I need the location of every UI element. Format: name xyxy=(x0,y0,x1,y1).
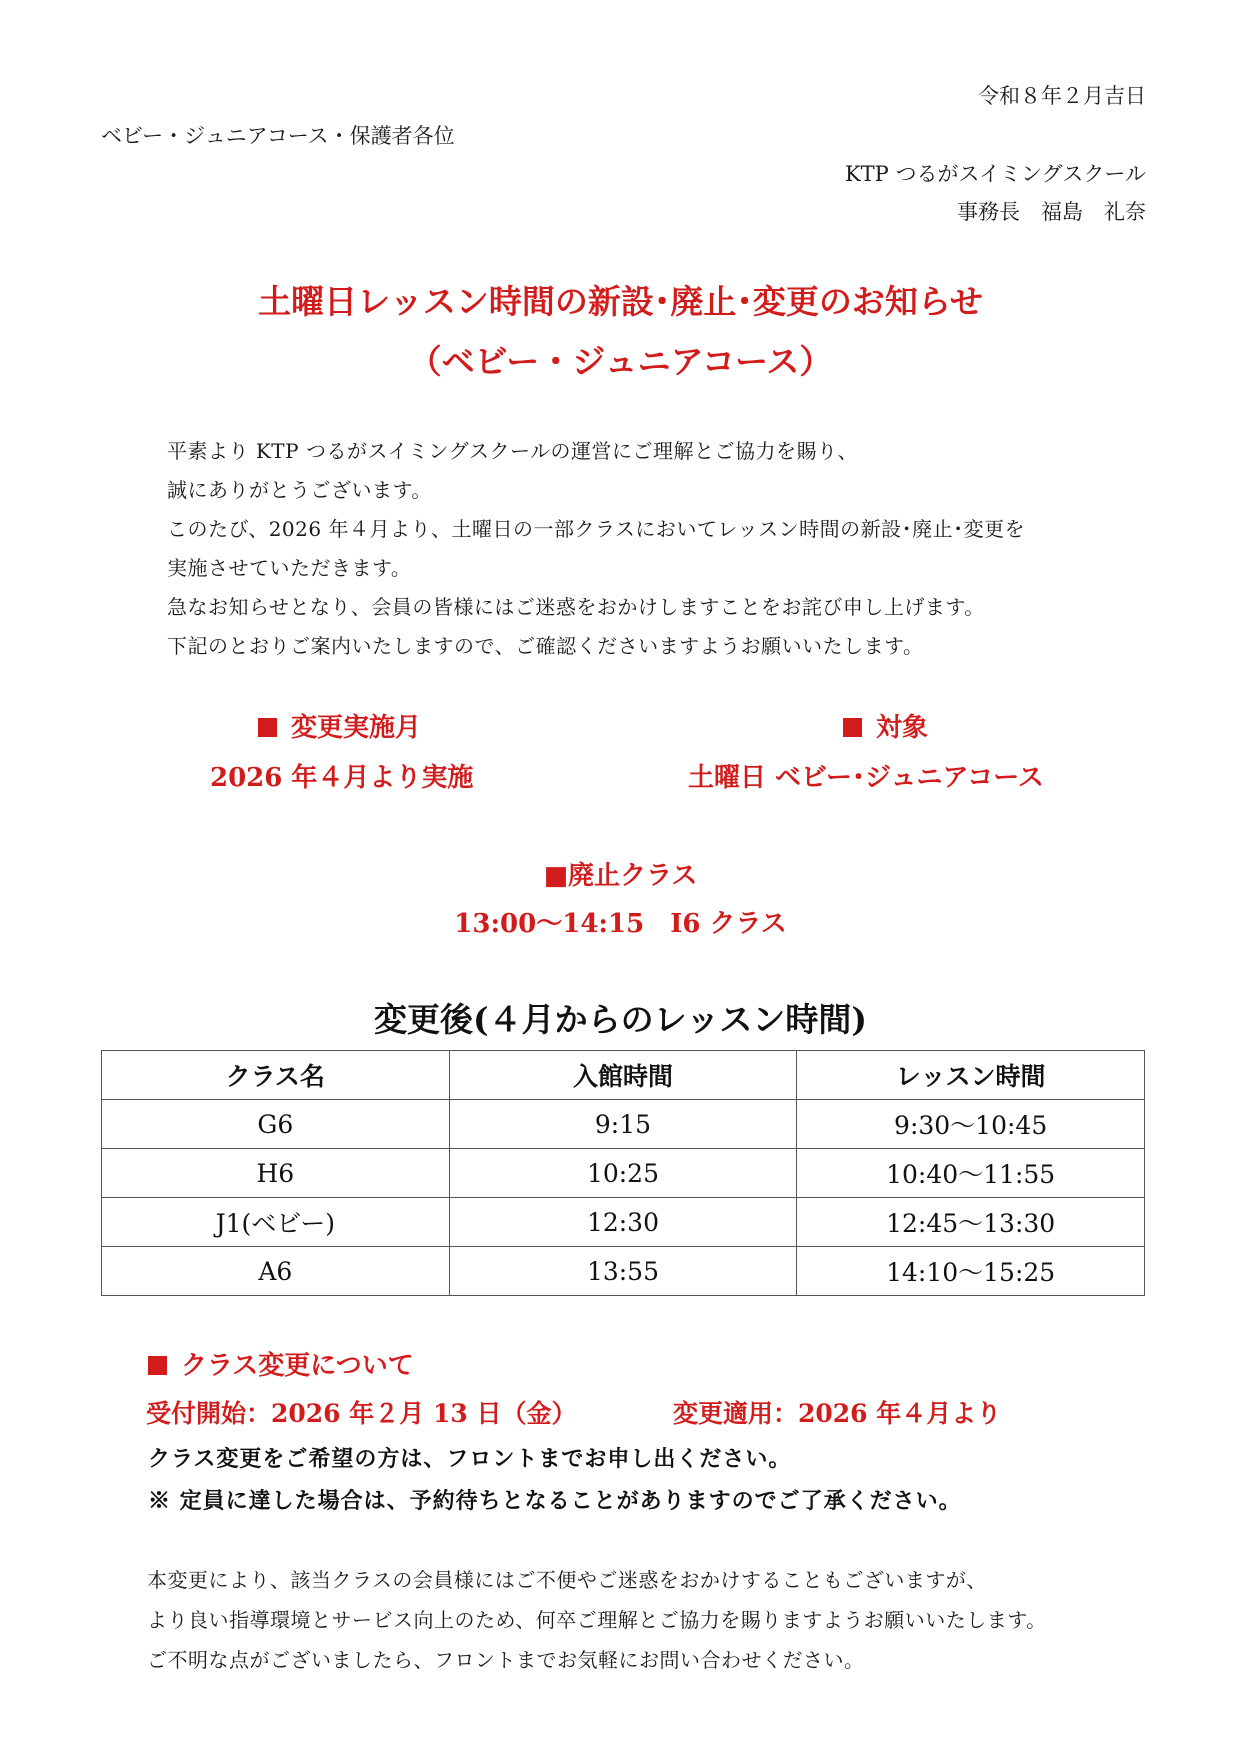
class-change-label: クラス変更について xyxy=(181,1351,414,1381)
intro-line: 下記のとおりご案内いたしますので、ご確認くださいますようお願いいたします。 xyxy=(167,634,924,658)
schedule-table xyxy=(101,1050,1145,1296)
lesson-time-cell: 14:10～15:25 xyxy=(797,1247,1145,1296)
entry-time-cell: 13:55 xyxy=(449,1247,797,1296)
capacity-note: ※ 定員に達した場合は、予約待ちとなることがありますのでご了承ください。 xyxy=(148,1488,962,1514)
sender-name: 事務長 福島 礼奈 xyxy=(957,200,1146,224)
target-label: 対象 xyxy=(876,713,929,743)
table-header-row xyxy=(102,1051,1145,1100)
closing-line: 本変更により、該当クラスの会員様にはご不便やご迷惑をおかけすることもございますが、 xyxy=(147,1568,987,1592)
lesson-time-cell: 9:30～10:45 xyxy=(797,1100,1145,1149)
intro-line: 平素より KTP つるがスイミングスクールの運営にご理解とご協力を賜り、 xyxy=(167,439,859,463)
square-bullet-icon xyxy=(148,1356,167,1375)
closing-line: ご不明な点がございましたら、フロントまでお気軽にお問い合わせください。 xyxy=(147,1648,865,1672)
implementation-month-value: 2026 年４月より実施 xyxy=(210,763,474,793)
column-header-lesson-time: レッスン時間 xyxy=(797,1051,1145,1100)
intro-line: このたび、2026 年４月より、土曜日の一部クラスにおいてレッスン時間の新設･廃止･変更を xyxy=(167,517,1026,541)
table-row xyxy=(102,1247,1145,1296)
intro-line: 誠にありがとうございます。 xyxy=(167,478,432,502)
table-row xyxy=(102,1198,1145,1247)
column-header-entry-time: 入館時間 xyxy=(449,1051,797,1100)
entry-time-cell: 9:15 xyxy=(449,1100,797,1149)
class-change-instruction: クラス変更をご希望の方は、フロントまでお申し出ください。 xyxy=(148,1446,792,1472)
intro-line: 急なお知らせとなり、会員の皆様にはご迷惑をおかけしますことをお詫び申し上げます。 xyxy=(167,595,985,619)
lesson-time-cell: 10:40～11:55 xyxy=(797,1149,1145,1198)
target-value: 土曜日 ベビー･ジュニアコース xyxy=(688,763,1044,793)
table-row xyxy=(102,1149,1145,1198)
document-title: 土曜日レッスン時間の新設･廃止･変更のお知らせ xyxy=(258,282,983,321)
class-name-cell: J1(ベビー) xyxy=(102,1198,450,1247)
table-row xyxy=(102,1100,1145,1149)
lesson-time-cell: 12:45～13:30 xyxy=(797,1198,1145,1247)
closing-line: より良い指導環境とサービス向上のため、何卒ご理解とご協力を賜りますようお願いいたします。 xyxy=(147,1608,1047,1632)
reception-start: 受付開始：2026 年２月 13 日（金） xyxy=(146,1399,577,1428)
document-subtitle: （ベビー・ジュニアコース） xyxy=(408,342,833,381)
class-change-heading xyxy=(148,1345,414,1382)
entry-time-cell: 10:25 xyxy=(449,1149,797,1198)
target-heading xyxy=(843,707,928,744)
organization-name: KTP つるがスイミングスクール xyxy=(844,162,1146,186)
implementation-month-heading xyxy=(258,707,421,744)
implementation-month-label: 変更実施月 xyxy=(291,713,422,743)
column-header-class: クラス名 xyxy=(102,1051,450,1100)
square-bullet-icon xyxy=(843,718,862,737)
class-name-cell: H6 xyxy=(102,1149,450,1198)
class-name-cell: A6 xyxy=(102,1247,450,1296)
intro-line: 実施させていただきます。 xyxy=(167,556,412,580)
document-date: 令和８年２月吉日 xyxy=(978,84,1146,108)
class-name-cell: G6 xyxy=(102,1100,450,1149)
abolished-class-value: 13:00～14:15 I6 クラス xyxy=(454,909,787,939)
entry-time-cell: 12:30 xyxy=(449,1198,797,1247)
schedule-title: 変更後(４月からのレッスン時間) xyxy=(374,1000,867,1039)
abolished-class-heading: ■廃止クラス xyxy=(543,861,698,891)
square-bullet-icon xyxy=(258,718,277,737)
recipient: ベビー・ジュニアコース・保護者各位 xyxy=(101,124,455,148)
change-applied: 変更適用：2026 年４月より xyxy=(673,1399,1002,1428)
